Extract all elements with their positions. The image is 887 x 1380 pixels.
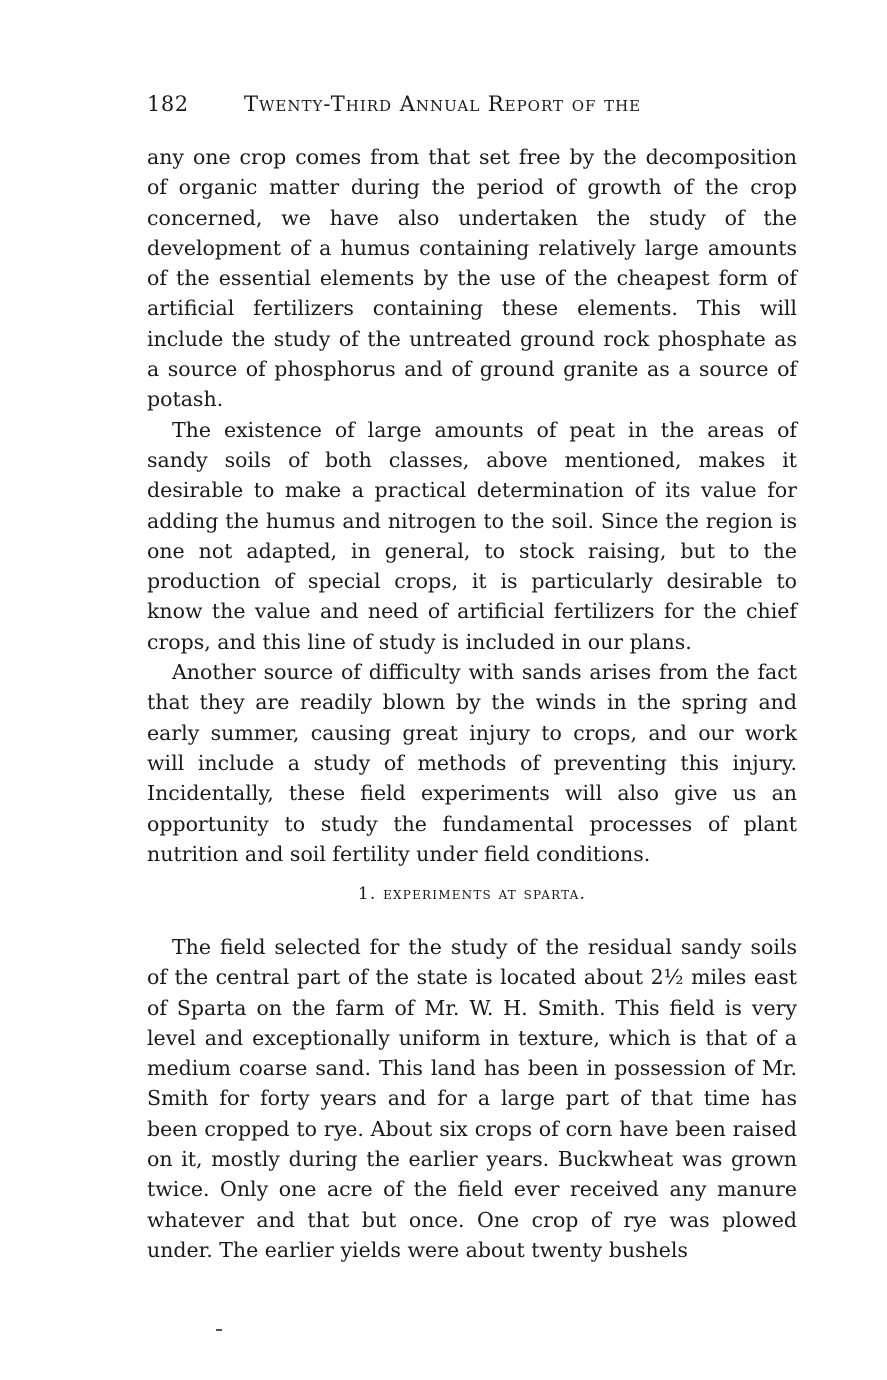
page-number: 182 xyxy=(147,92,189,116)
paragraph-wind: Another source of difficulty with sands arises from the fact that they are readily blown by the winds in the spring and early summer, causing great injury to crops, and our work will include a study of methods of preventing this injury. Incidentally, these field experiments will also give us an opportunity to study the fundamental processes of plant nutrition and soil fertility under field conditions. xyxy=(147,660,797,866)
print-speck xyxy=(216,1329,222,1331)
running-head-title: Twenty-Third Annual Report of the xyxy=(244,92,642,116)
body-text-top xyxy=(147,142,797,869)
section-body xyxy=(147,932,797,1265)
paragraph-sparta: The field selected for the study of the residual sandy soils of the central part of the state is located about 2½ miles east of Sparta on the farm of Mr. W. H. Smith. This field is very level and exceptionally uniform in texture, which is that of a medium coarse sand. This land has been in possession of Mr. Smith for forty years and for a large part of that time has been cropped to rye. About six crops of corn have been raised on it, mostly during the earlier years. Buckwheat was grown twice. Only one acre of the field ever received any manure whatever and that but once. One crop of rye was plowed under. The earlier yields were about twenty bushels xyxy=(147,935,797,1262)
section-heading: 1. experiments at sparta. xyxy=(357,884,587,904)
running-head xyxy=(147,92,807,122)
paragraph-continuation: any one crop comes from that set free by the decomposition of organic matter during the period of growth of the crop concerned, we have also undertaken the study of the development of a humus containing relatively large amounts of the essential elements by the use of the cheapest form of artificial fertilizers containing these elements. This will include the study of the untreated ground rock phosphate as a source of phosphorus and of ground granite as a source of potash. xyxy=(147,145,797,412)
paragraph-peat: The existence of large amounts of peat in the areas of sandy soils of both classes, above mentioned, makes it desirable to make a practical determination of its value for adding the humus and nitrogen to the soil. Since the region is one not adapted, in general, to stock raising, but to the production of special crops, it is particularly desirable to know the value and need of artificial fertilizers for the chief crops, and this line of study is included in our plans. xyxy=(147,417,797,654)
